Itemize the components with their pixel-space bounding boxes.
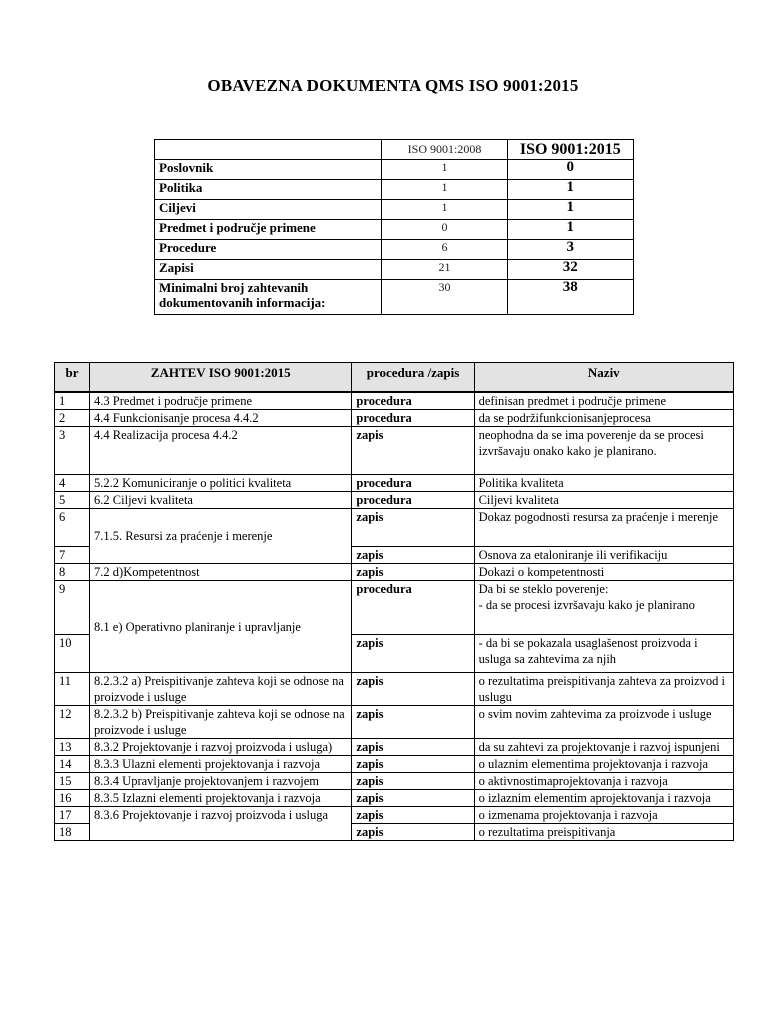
summary-row bbox=[155, 180, 634, 200]
summary-row bbox=[155, 220, 634, 240]
row-number: 13 bbox=[55, 739, 90, 756]
row-type: zapis bbox=[352, 807, 474, 824]
summary-value-2008: 30 bbox=[382, 280, 507, 315]
table-row bbox=[55, 756, 734, 773]
summary-value-2008: 21 bbox=[382, 260, 507, 280]
row-number: 17 bbox=[55, 807, 90, 824]
row-number: 8 bbox=[55, 564, 90, 581]
summary-label: Ciljevi bbox=[155, 200, 382, 220]
row-description: - da bi se pokazala usaglašenost proizvoda i usluga sa zahtevima za njih bbox=[474, 635, 733, 673]
table-row bbox=[55, 492, 734, 509]
row-number: 12 bbox=[55, 706, 90, 739]
table-row bbox=[55, 706, 734, 739]
row-description: neophodna da se ima poverenje da se procesi izvršavaju onako kako je planirano. bbox=[474, 427, 733, 475]
row-requirement: 4.4 Realizacija procesa 4.4.2 bbox=[90, 427, 352, 475]
row-number: 10 bbox=[55, 635, 90, 673]
row-requirement: 8.1 e) Operativno planiranje i upravljanje bbox=[90, 581, 352, 673]
table-row bbox=[55, 410, 734, 427]
row-type: zapis bbox=[352, 509, 474, 547]
summary-value-2015: 0 bbox=[507, 160, 633, 180]
table-row bbox=[55, 739, 734, 756]
requirements-header-row bbox=[55, 363, 734, 393]
row-requirement: 8.2.3.2 b) Preispitivanje zahteva koji se odnose na proizvode i usluge bbox=[90, 706, 352, 739]
summary-value-2015: 1 bbox=[507, 180, 633, 200]
summary-value-2008: 6 bbox=[382, 240, 507, 260]
row-number: 16 bbox=[55, 790, 90, 807]
row-requirement: 8.3.2 Projektovanje i razvoj proizvoda i usluga) bbox=[90, 739, 352, 756]
summary-label: Zapisi bbox=[155, 260, 382, 280]
summary-header-empty bbox=[155, 140, 382, 160]
row-description: Dokaz pogodnosti resursa za praćenje i merenje bbox=[474, 509, 733, 547]
summary-label: Minimalni broj zahtevanih dokumentovanih informacija: bbox=[155, 280, 382, 315]
row-requirement: 8.2.3.2 a) Preispitivanje zahteva koji se odnose na proizvode i usluge bbox=[90, 673, 352, 706]
row-type: zapis bbox=[352, 773, 474, 790]
summary-table bbox=[154, 139, 634, 315]
row-number: 3 bbox=[55, 427, 90, 475]
summary-header-2015: ISO 9001:2015 bbox=[507, 140, 633, 160]
row-type: procedura bbox=[352, 392, 474, 410]
summary-value-2015: 3 bbox=[507, 240, 633, 260]
row-type: procedura bbox=[352, 475, 474, 492]
row-requirement: 7.1.5. Resursi za praćenje i merenje bbox=[90, 509, 352, 564]
row-description: da su zahtevi za projektovanje i razvoj ispunjeni bbox=[474, 739, 733, 756]
summary-header-2008: ISO 9001:2008 bbox=[382, 140, 507, 160]
summary-row bbox=[155, 160, 634, 180]
row-requirement: 4.3 Predmet i područje primene bbox=[90, 392, 352, 410]
summary-label: Predmet i područje primene bbox=[155, 220, 382, 240]
summary-value-2008: 1 bbox=[382, 160, 507, 180]
summary-row bbox=[155, 240, 634, 260]
document-title: OBAVEZNA DOKUMENTA QMS ISO 9001:2015 bbox=[207, 76, 579, 95]
table-row bbox=[55, 509, 734, 547]
header-zahtev: ZAHTEV ISO 9001:2015 bbox=[90, 363, 352, 393]
row-requirement: 4.4 Funkcionisanje procesa 4.4.2 bbox=[90, 410, 352, 427]
row-number: 4 bbox=[55, 475, 90, 492]
row-type: zapis bbox=[352, 706, 474, 739]
summary-value-2015: 32 bbox=[507, 260, 633, 280]
table-row bbox=[55, 773, 734, 790]
row-type: zapis bbox=[352, 739, 474, 756]
row-number: 11 bbox=[55, 673, 90, 706]
row-type: zapis bbox=[352, 635, 474, 673]
row-type: zapis bbox=[352, 547, 474, 564]
summary-header-row bbox=[155, 140, 634, 160]
row-requirement: 8.3.3 Ulazni elementi projektovanja i razvoja bbox=[90, 756, 352, 773]
summary-value-2008: 1 bbox=[382, 200, 507, 220]
row-number: 1 bbox=[55, 392, 90, 410]
table-row bbox=[55, 427, 734, 475]
header-naziv: Naziv bbox=[474, 363, 733, 393]
row-description: Da bi se steklo poverenje: - da se procesi izvršavaju kako je planirano bbox=[474, 581, 733, 635]
table-row bbox=[55, 564, 734, 581]
row-type: zapis bbox=[352, 790, 474, 807]
summary-value-2015: 1 bbox=[507, 200, 633, 220]
header-br: br bbox=[55, 363, 90, 393]
summary-label: Poslovnik bbox=[155, 160, 382, 180]
row-requirement: 7.2 d)Kompetentnost bbox=[90, 564, 352, 581]
row-type: procedura bbox=[352, 581, 474, 635]
row-type: zapis bbox=[352, 824, 474, 841]
row-type: procedura bbox=[352, 410, 474, 427]
row-description: Politika kvaliteta bbox=[474, 475, 733, 492]
row-description: o izmenama projektovanja i razvoja bbox=[474, 807, 733, 824]
row-description: definisan predmet i područje primene bbox=[474, 392, 733, 410]
row-description: Ciljevi kvaliteta bbox=[474, 492, 733, 509]
row-description: o svim novim zahtevima za proizvode i usluge bbox=[474, 706, 733, 739]
row-description: o aktivnostimaprojektovanja i razvoja bbox=[474, 773, 733, 790]
table-row bbox=[55, 673, 734, 706]
row-number: 6 bbox=[55, 509, 90, 547]
row-type: zapis bbox=[352, 756, 474, 773]
row-number: 18 bbox=[55, 824, 90, 841]
row-requirement: 8.3.6 Projektovanje i razvoj proizvoda i usluga bbox=[90, 807, 352, 841]
summary-label: Politika bbox=[155, 180, 382, 200]
row-description: o ulaznim elementima projektovanja i razvoja bbox=[474, 756, 733, 773]
row-description: o rezultatima preispitivanja zahteva za proizvod i uslugu bbox=[474, 673, 733, 706]
row-number: 9 bbox=[55, 581, 90, 635]
row-requirement: 8.3.4 Upravljanje projektovanjem i razvojem bbox=[90, 773, 352, 790]
summary-label: Procedure bbox=[155, 240, 382, 260]
row-type: zapis bbox=[352, 673, 474, 706]
requirements-body bbox=[55, 392, 734, 841]
row-number: 7 bbox=[55, 547, 90, 564]
summary-value-2008: 0 bbox=[382, 220, 507, 240]
row-description: o rezultatima preispitivanja bbox=[474, 824, 733, 841]
header-procedura: procedura /zapis bbox=[352, 363, 474, 393]
summary-row bbox=[155, 200, 634, 220]
summary-value-2008: 1 bbox=[382, 180, 507, 200]
table-row bbox=[55, 475, 734, 492]
table-row bbox=[55, 807, 734, 824]
row-number: 5 bbox=[55, 492, 90, 509]
row-requirement: 8.3.5 Izlazni elementi projektovanja i razvoja bbox=[90, 790, 352, 807]
table-row bbox=[55, 392, 734, 410]
row-type: zapis bbox=[352, 427, 474, 475]
row-description: o izlaznim elementim aprojektovanja i razvoja bbox=[474, 790, 733, 807]
row-type: procedura bbox=[352, 492, 474, 509]
row-number: 2 bbox=[55, 410, 90, 427]
summary-total-row bbox=[155, 280, 634, 315]
row-description: da se podržifunkcionisanjeprocesa bbox=[474, 410, 733, 427]
requirements-table bbox=[54, 362, 734, 841]
row-requirement: 6.2 Ciljevi kvaliteta bbox=[90, 492, 352, 509]
summary-row bbox=[155, 260, 634, 280]
row-description: Dokazi o kompetentnosti bbox=[474, 564, 733, 581]
summary-value-2015: 1 bbox=[507, 220, 633, 240]
row-number: 14 bbox=[55, 756, 90, 773]
row-description: Osnova za etaloniranje ili verifikaciju bbox=[474, 547, 733, 564]
summary-value-2015: 38 bbox=[507, 280, 633, 315]
row-number: 15 bbox=[55, 773, 90, 790]
table-row bbox=[55, 790, 734, 807]
table-row bbox=[55, 581, 734, 635]
row-requirement: 5.2.2 Komuniciranje o politici kvaliteta bbox=[90, 475, 352, 492]
row-type: zapis bbox=[352, 564, 474, 581]
